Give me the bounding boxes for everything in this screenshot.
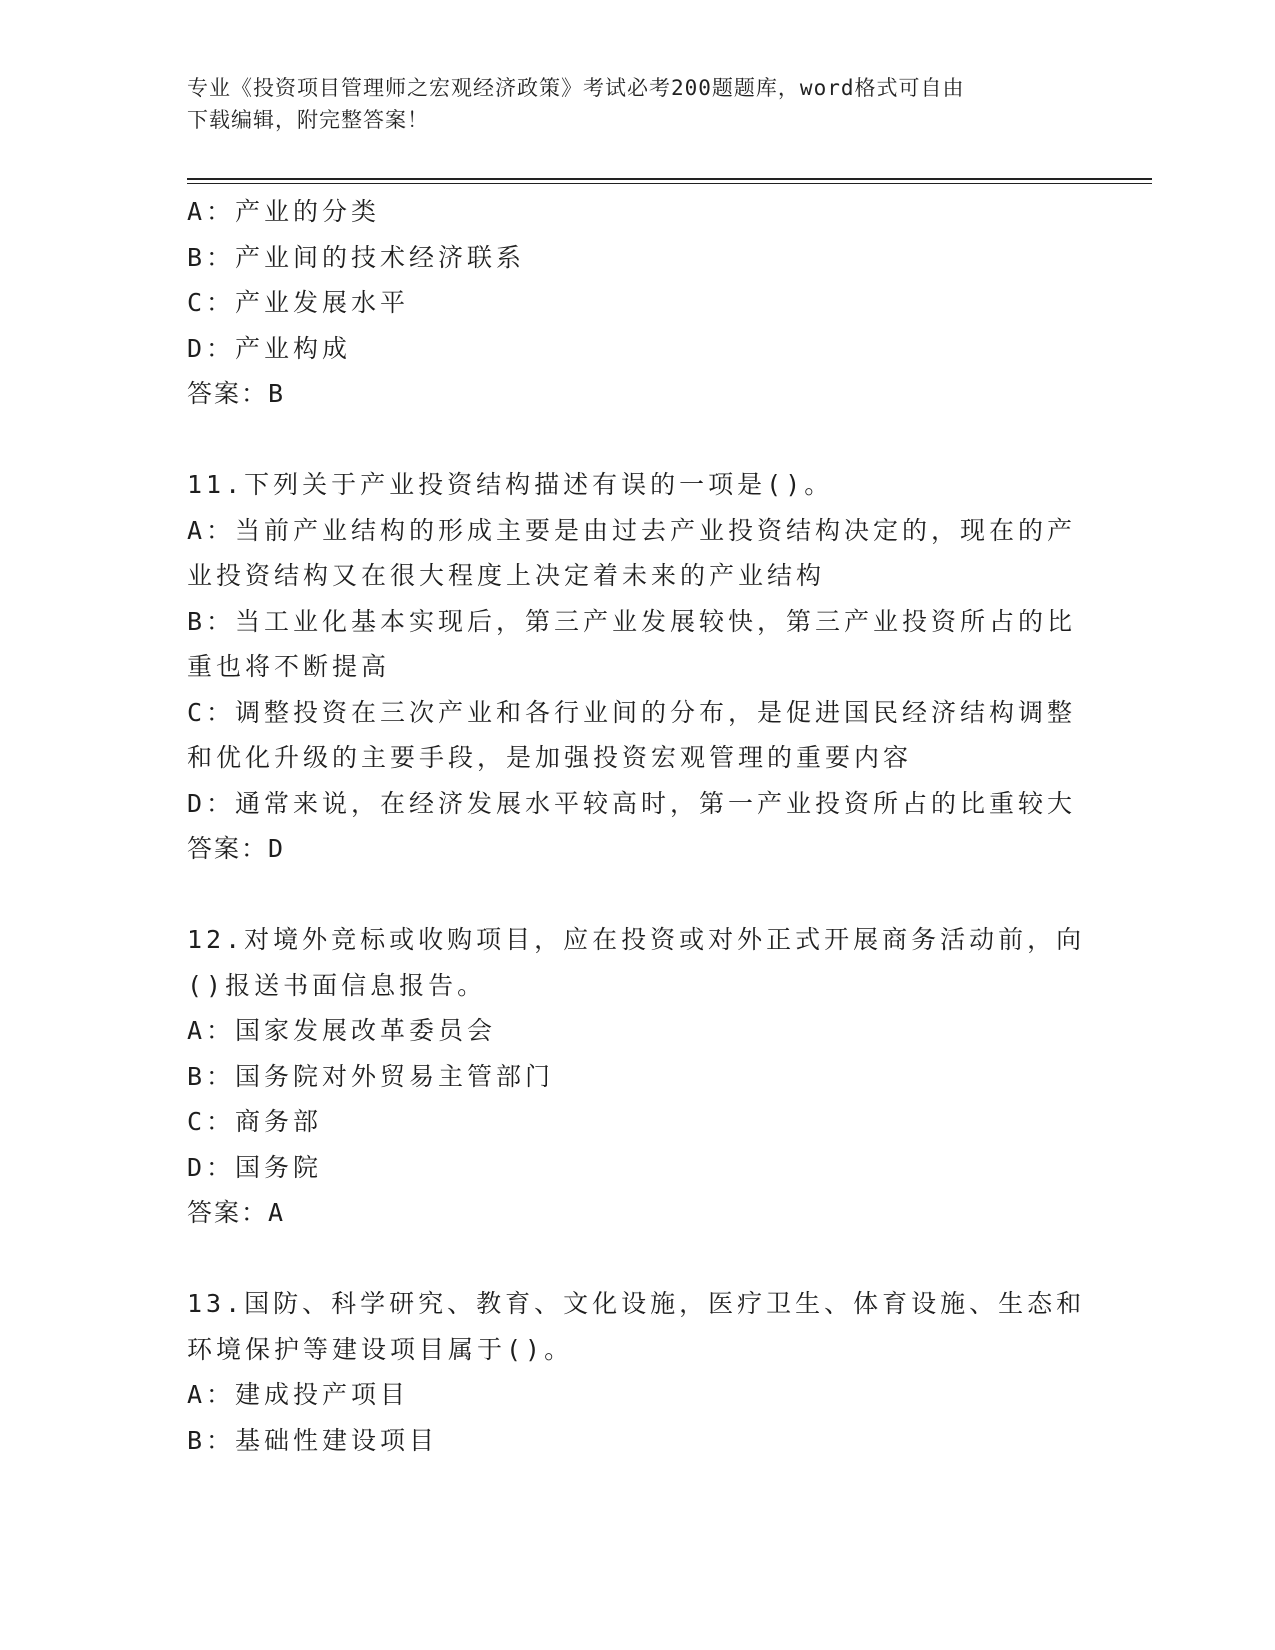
q11-answer: 答案：D [187,834,286,863]
q12-stem-line-1: 12.对境外竞标或收购项目，应在投资或对外正式开展商务活动前，向 [187,925,1086,954]
q12-stem-line-2: ()报送书面信息报告。 [187,970,487,1000]
header-line-2: 下载编辑，附完整答案！ [187,108,429,132]
q11-option-b-line-1: B：当工业化基本实现后，第三产业发展较快，第三产业投资所占的比 [187,606,1077,636]
header-divider-thick [187,178,1152,180]
question-11 [187,462,1077,872]
q10-option-d: D：产业构成 [187,333,352,363]
q13-stem-line-1: 13.国防、科学研究、教育、文化设施，医疗卫生、体育设施、生态和 [187,1289,1086,1318]
q11-option-a-line-1: A：当前产业结构的形成主要是由过去产业投资结构决定的，现在的产 [187,515,1077,545]
question-13 [187,1281,1086,1463]
q11-option-b-line-2: 重也将不断提高 [187,652,391,681]
q11-option-a-line-2: 业投资结构又在很大程度上决定着未来的产业结构 [187,561,826,590]
spacer [187,872,1077,918]
q12-option-d: D：国务院 [187,1152,323,1182]
question-12 [187,917,1086,1236]
spacer [187,1236,1077,1282]
q11-option-d-line-1: D：通常来说，在经济发展水平较高时，第一产业投资所占的比重较大 [187,788,1077,818]
header-line-1: 专业《投资项目管理师之宏观经济政策》考试必考200题题库，word格式可自由 [187,76,965,100]
spacer [187,417,1077,463]
q12-option-a: A：国家发展改革委员会 [187,1016,497,1045]
q13-stem-line-2: 环境保护等建设项目属于()。 [187,1334,574,1364]
q10-option-b: B：产业间的技术经济联系 [187,242,526,272]
q12-option-c: C：商务部 [187,1107,323,1136]
q10-option-a: A：产业的分类 [187,197,381,226]
question-10 [187,189,1077,417]
q10-option-c: C：产业发展水平 [187,288,410,317]
header-divider-thin [187,183,1152,184]
q10-answer: 答案：B [187,379,286,408]
q11-stem: 11.下列关于产业投资结构描述有误的一项是()。 [187,470,834,499]
q13-option-a: A：建成投产项目 [187,1380,410,1409]
q12-option-b: B：国务院对外贸易主管部门 [187,1061,555,1091]
q13-option-b: B：基础性建设项目 [187,1425,439,1455]
q11-option-c-line-2: 和优化升级的主要手段，是加强投资宏观管理的重要内容 [187,743,913,772]
q12-answer: 答案：A [187,1198,286,1227]
q11-option-c-line-1: C：调整投资在三次产业和各行业间的分布，是促进国民经济结构调整 [187,697,1077,727]
document-header [187,72,1067,136]
document-body [187,189,1086,1463]
